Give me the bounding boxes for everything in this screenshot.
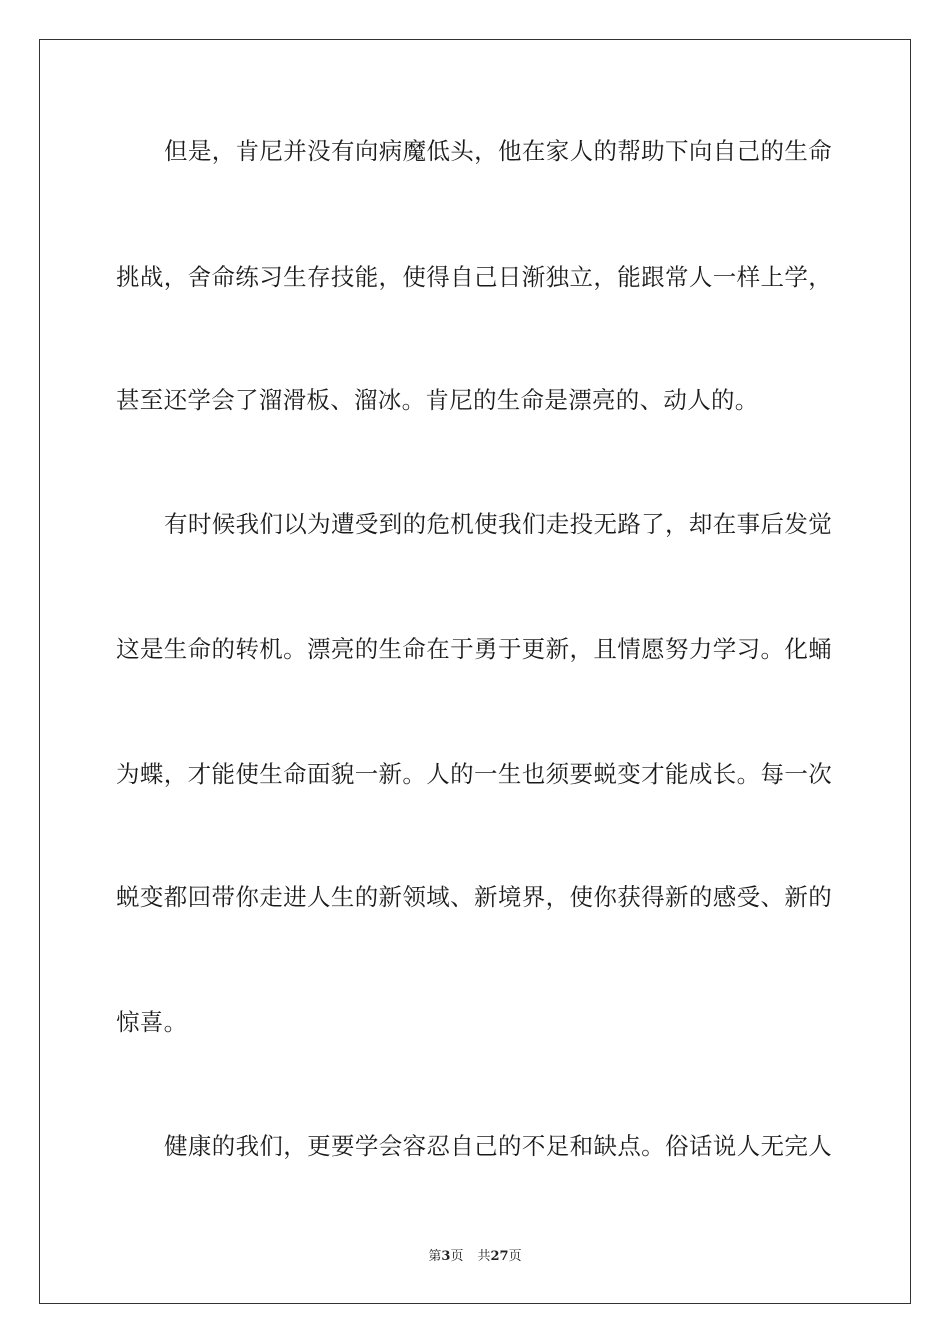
total-suffix: 页 — [508, 1249, 522, 1264]
paragraph-1-line-2: 挑战，舍命练习生存技能，使得自己日渐独立，能跟常人一样上学， — [116, 263, 832, 291]
total-prefix: 共 — [477, 1249, 491, 1264]
paragraph-2-line-3: 为蝶，才能使生命面貌一新。人的一生也须要蜕变才能成长。每一次 — [116, 760, 832, 788]
paragraph-2-line-4: 蜕变都回带你走进人生的新领域、新境界，使你获得新的感受、新的 — [116, 883, 832, 911]
paragraph-2-line-5: 惊喜。 — [116, 1008, 188, 1036]
paragraph-1-line-3: 甚至还学会了溜滑板、溜冰。肯尼的生命是漂亮的、动人的。 — [116, 386, 759, 414]
paragraph-1-line-1: 但是，肯尼并没有向病魔低头，他在家人的帮助下向自己的生命 — [164, 137, 832, 165]
total-pages: 27 — [490, 1249, 509, 1264]
page-number: 3 — [441, 1249, 451, 1264]
paragraph-2-line-2: 这是生命的转机。漂亮的生命在于勇于更新，且情愿努力学习。化蛹 — [116, 635, 832, 663]
page-suffix: 页 — [450, 1249, 464, 1264]
paragraph-3-line-1: 健康的我们，更要学会容忍自己的不足和缺点。俗话说人无完人 — [164, 1132, 832, 1160]
page-border — [39, 39, 911, 1304]
page-prefix: 第 — [428, 1249, 442, 1264]
page-footer — [0, 1248, 950, 1266]
paragraph-2-line-1: 有时候我们以为遭受到的危机使我们走投无路了，却在事后发觉 — [164, 510, 832, 538]
